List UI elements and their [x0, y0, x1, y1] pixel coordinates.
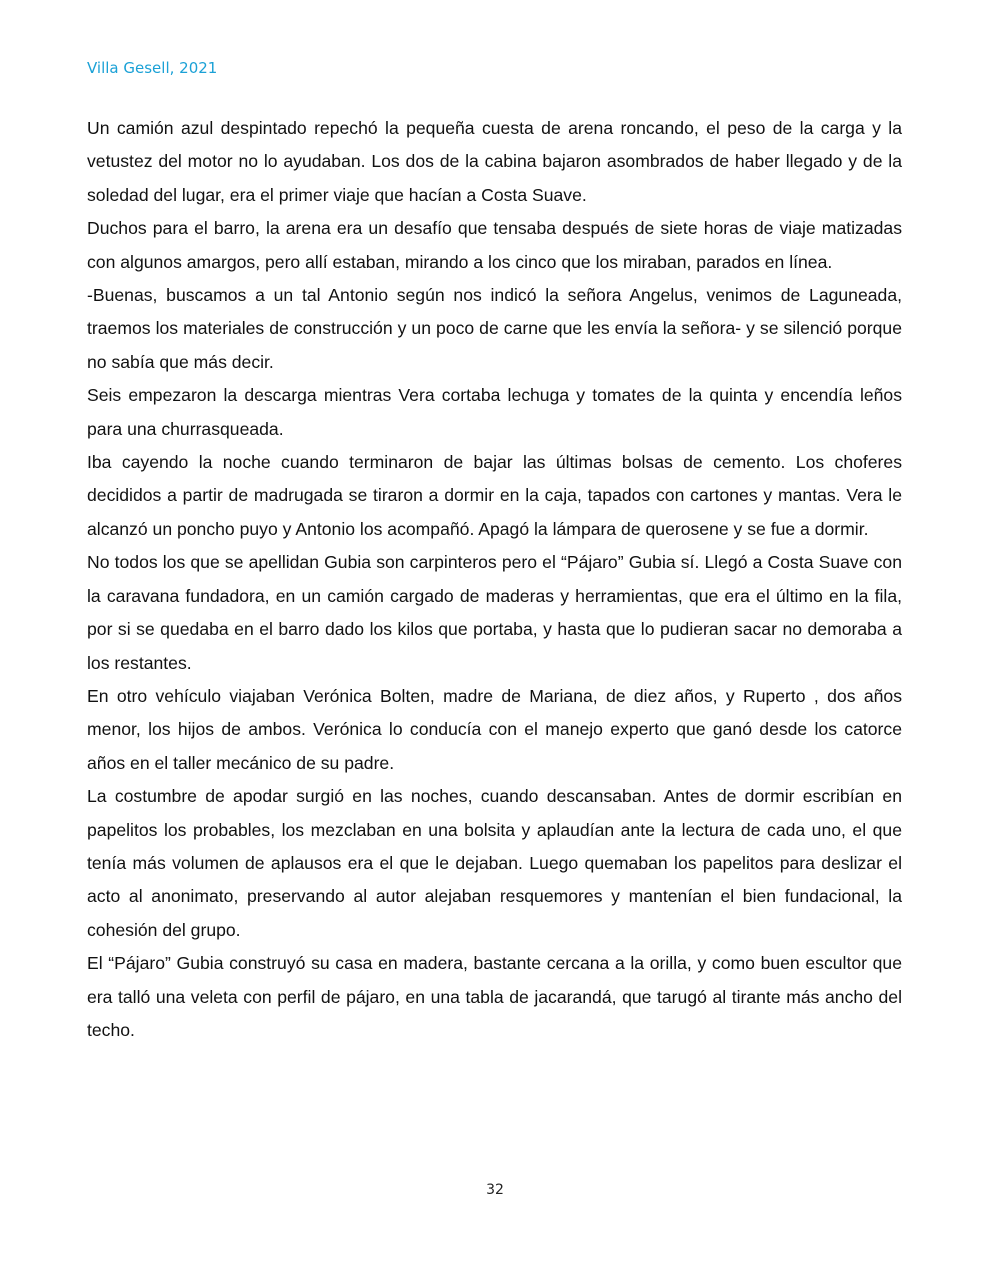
page-number: 32 [486, 1182, 504, 1198]
body-text [87, 112, 902, 1047]
paragraph: Iba cayendo la noche cuando terminaron de bajar las últimas bolsas de cemento. Los choferes decididos a partir de madrugada se tiraron a dormir en la caja, tapados con cartones y mantas. Vera le alcanzó un poncho puyo y Antonio los acompañó. Apagó la lámpara de querosene y se fue a dormir. [87, 452, 902, 539]
paragraph: -Buenas, buscamos a un tal Antonio según nos indicó la señora Angelus, venimos de Laguneada, traemos los materiales de construcción y un poco de carne que les envía la señora- y se silenció porque no sabía que más decir. [87, 285, 902, 372]
paragraph: Duchos para el barro, la arena era un desafío que tensaba después de siete horas de viaje matizadas con algunos amargos, pero allí estaban, mirando a los cinco que los miraban, parados en línea. [87, 218, 902, 272]
paragraph: Seis empezaron la descarga mientras Vera cortaba lechuga y tomates de la quinta y encendía leños para una churrasqueada. [87, 385, 902, 439]
page-header: Villa Gesell, 2021 [87, 59, 218, 77]
paragraph: No todos los que se apellidan Gubia son carpinteros pero el “Pájaro” Gubia sí. Llegó a Costa Suave con la caravana fundadora, en un camión cargado de maderas y herramientas, que era el último en la fila, por si se quedaba en el barro dado los kilos que portaba, y hasta que lo pudieran sacar no demoraba a los restantes. [87, 552, 902, 673]
paragraph: En otro vehículo viajaban Verónica Bolten, madre de Mariana, de diez años, y Ruperto , dos años menor, los hijos de ambos. Verónica lo conducía con el manejo experto que ganó desde los catorce años en el taller mecánico de su padre. [87, 685, 902, 773]
paragraph: El “Pájaro” Gubia construyó su casa en madera, bastante cercana a la orilla, y como buen escultor que era talló una veleta con perfil de pájaro, en una tabla de jacarandá, que tarugó al tirante más ancho del techo. [87, 953, 902, 1040]
paragraph: Un camión azul despintado repechó la pequeña cuesta de arena roncando, el peso de la carga y la vetustez del motor no lo ayudaban. Los dos de la cabina bajaron asombrados de haber llegado y de la soledad del lugar, era el primer viaje que hacían a Costa Suave. [87, 118, 902, 205]
paragraph: La costumbre de apodar surgió en las noches, cuando descansaban. Antes de dormir escribían en papelitos los probables, los mezclaban en una bolsita y aplaudían ante la lectura de cada uno, el que tenía más volumen de aplausos era el que le dejaban. Luego quemaban los papelitos para deslizar el acto al anonimato, preservando al autor alejaban resquemores y mantenían el bien fundacional, la cohesión del grupo. [87, 786, 902, 940]
